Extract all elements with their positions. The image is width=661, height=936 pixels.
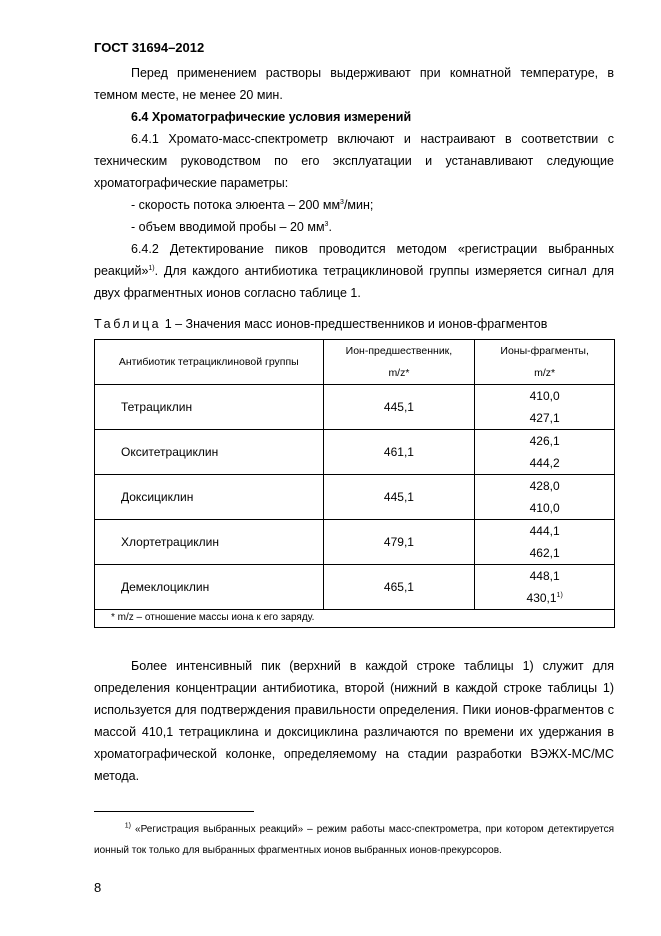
- header-precursor-line2: m/z*: [388, 367, 410, 379]
- paragraph-text: . Для каждого антибиотика тетрациклиновой группы измеряется сигнал для двух фрагментных ионов согласно таблице 1.: [94, 264, 614, 300]
- fragment-value: 462,1: [529, 546, 560, 560]
- page-number: 8: [94, 880, 102, 895]
- fragment-ion-secondary: [475, 407, 614, 429]
- list-item-text: - объем вводимой пробы – 20 мм: [131, 220, 325, 234]
- fragment-value: 430,1: [526, 591, 557, 605]
- footnote-marker: 1): [124, 822, 131, 830]
- paragraph-storage: Перед применением растворы выдерживают при комнатной температуре, в темном месте, не менее 20 мин.: [94, 66, 614, 102]
- fragment-ions: [475, 430, 615, 475]
- superscript: 3: [324, 220, 329, 228]
- fragment-ion-secondary: [475, 587, 614, 609]
- header-fragments-line2: m/z*: [534, 367, 556, 379]
- fragment-ions: [475, 475, 615, 520]
- header-fragments-line1: Ионы-фрагменты,: [500, 345, 589, 357]
- footnote-divider: [94, 811, 254, 812]
- precursor-ion: 445,1: [323, 475, 475, 520]
- precursor-ion: 479,1: [323, 520, 475, 565]
- paragraph-6-4-1: 6.4.1 Хромато-масс-спектрометр включают и настраивают в соответствии с техническим руководством по его эксплуатации и устанавливают следующие хроматографические параметры:: [94, 132, 614, 190]
- fragment-ion-secondary: [475, 542, 614, 564]
- fragment-ions: [475, 385, 615, 430]
- superscript: 3: [340, 198, 344, 206]
- antibiotic-name: Доксициклин: [95, 475, 324, 520]
- fragment-ion-primary: 410,0: [529, 389, 560, 403]
- footnote-marker-wrap: [94, 819, 131, 840]
- antibiotic-name: Демеклоциклин: [95, 565, 324, 610]
- document-header: ГОСТ 31694–2012: [94, 40, 205, 55]
- antibiotic-name: Окситетрациклин: [95, 430, 324, 475]
- table-row: [95, 385, 615, 430]
- fragment-ion-primary: 448,1: [529, 569, 560, 583]
- footnote-text: «Регистрация выбранных реакций» – режим работы масс-спектрометра, при котором детектируется ионный ток только для выбранных фрагментных ионов выбранных ионов-прекурсоров.: [94, 824, 614, 856]
- fragment-ions: [475, 565, 615, 610]
- table-row: [95, 565, 615, 610]
- list-item-injection-volume: [131, 216, 332, 238]
- precursor-ion: 461,1: [323, 430, 475, 475]
- list-item-text: - скорость потока элюента – 200 мм: [131, 198, 341, 212]
- fragment-value: 427,1: [529, 411, 560, 425]
- list-item-tail: .: [328, 220, 332, 234]
- paragraph-interpretation: Более интенсивный пик (верхний в каждой строке таблицы 1) служит для определения концентрации антибиотика, второй (нижний в каждой строке таблицы 1) используется для подтверждения правильности определения. Пики ионов-фрагментов с массой 410,1 тетрациклина и доксициклина различаются по времени их удержания в хроматографической колонке, определяемому на стадии разработки ВЭЖХ-МС/МС метода.: [94, 659, 614, 783]
- table-row: [95, 430, 615, 475]
- section-title: 6.4 Хроматографические условия измерений: [131, 110, 412, 124]
- paragraph-6-4-2: [94, 238, 614, 304]
- list-item-flow-rate: [131, 194, 373, 216]
- fragment-ions: [475, 520, 615, 565]
- fragment-ion-primary: 444,1: [529, 524, 560, 538]
- paragraph-text: 6.4.2 Детектирование пиков проводится методом «регистрации выбранных реакций»: [94, 242, 614, 278]
- precursor-ion: 445,1: [323, 385, 475, 430]
- footnote-ref: 1): [148, 264, 155, 272]
- header-precursor: [323, 340, 475, 385]
- list-item-tail: /мин;: [343, 198, 374, 212]
- fragment-ion-secondary: [475, 497, 614, 519]
- header-fragments: [475, 340, 615, 385]
- footnote: [94, 819, 614, 861]
- antibiotic-name: Тетрациклин: [95, 385, 324, 430]
- table-caption-text: 1 – Значения масс ионов-предшественников и ионов-фрагментов: [161, 317, 548, 331]
- header-antibiotic: Антибиотик тетрациклиновой группы: [95, 340, 324, 385]
- fragment-ion-primary: 428,0: [529, 479, 560, 493]
- footnote-ref: 1): [556, 592, 563, 599]
- fragment-value: 410,0: [529, 501, 560, 515]
- table-caption: [94, 317, 547, 331]
- fragment-ion-secondary: [475, 452, 614, 474]
- fragment-ion-primary: 426,1: [529, 434, 560, 448]
- precursor-ion: 465,1: [323, 565, 475, 610]
- table-row: [95, 475, 615, 520]
- header-precursor-line1: Ион-предшественник,: [345, 345, 453, 357]
- table-header-row: [95, 340, 615, 385]
- table-caption-word: Таблица: [94, 317, 162, 331]
- table-note: * m/z – отношение массы иона к его заряду.: [95, 610, 615, 628]
- table-row: [95, 520, 615, 565]
- ion-mass-table: [94, 339, 615, 628]
- table-note-row: [95, 610, 615, 628]
- antibiotic-name: Хлортетрациклин: [95, 520, 324, 565]
- fragment-value: 444,2: [529, 456, 560, 470]
